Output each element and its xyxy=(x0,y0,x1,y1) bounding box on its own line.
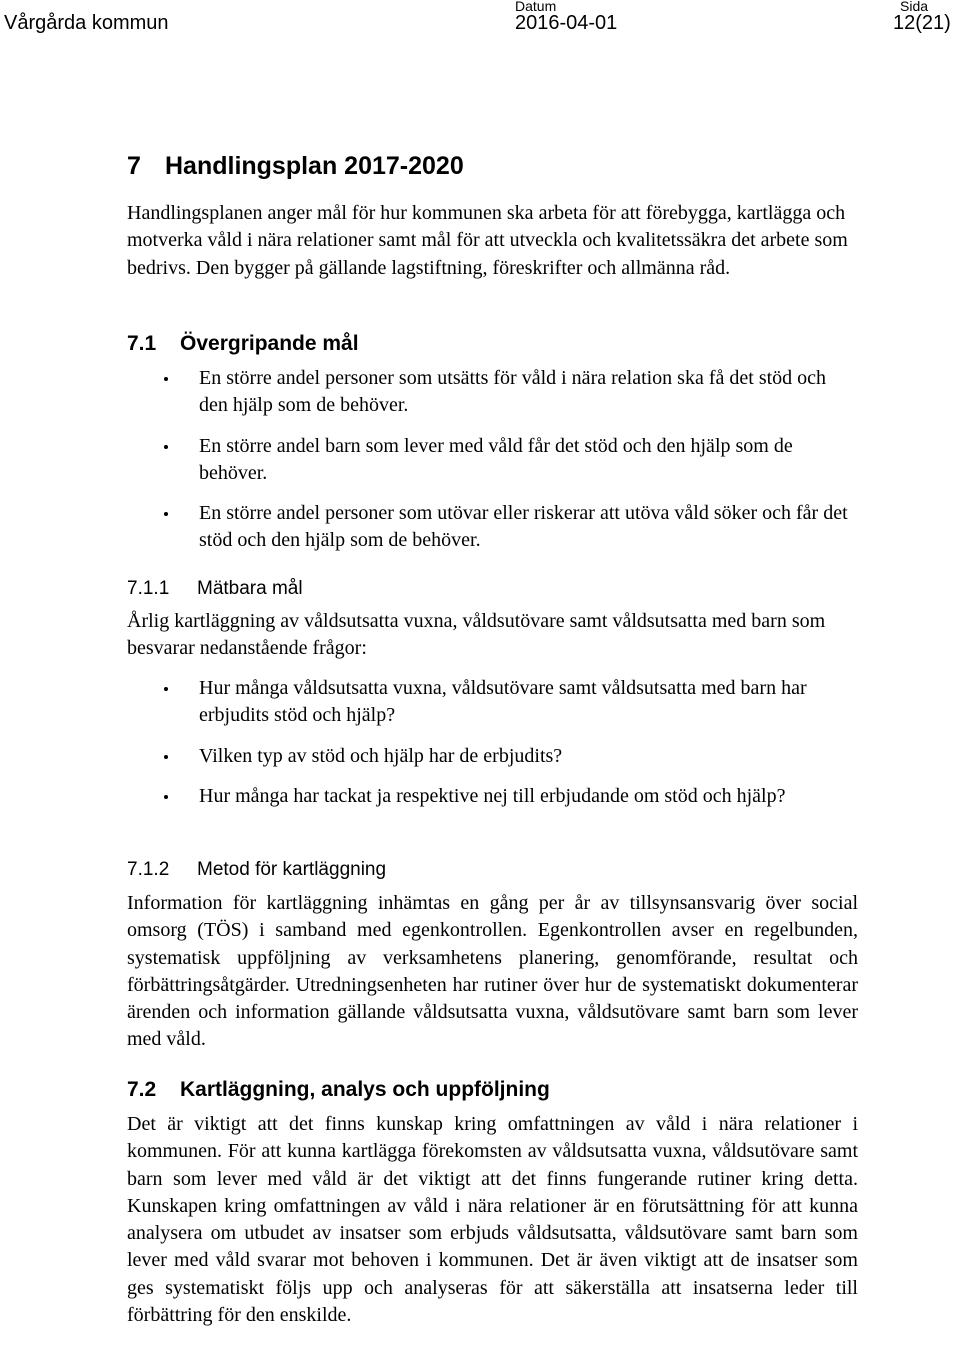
section-7-2-heading xyxy=(127,1078,550,1102)
list-item xyxy=(127,783,858,810)
list-item-text: Vilken typ av stöd och hjälp har de erbjudits? xyxy=(199,744,563,767)
list-item-text: Hur många har tackat ja respektive nej till erbjudande om stöd och hjälp? xyxy=(199,784,786,807)
section-7-1-heading xyxy=(127,332,359,356)
bullet-icon xyxy=(164,795,168,799)
page-label: Sida xyxy=(900,0,929,14)
section-7-1-bullet-list xyxy=(127,365,858,568)
section-number: 7 xyxy=(127,152,141,180)
list-item xyxy=(127,675,858,730)
section-7-1-1-intro: Årlig kartläggning av våldsutsatta vuxna, våldsutövare samt våldsutsatta med barn som besvarar nedanstående frågor: xyxy=(127,610,826,660)
list-item-text: En större andel personer som utsätts för våld i nära relation ska få det stöd och den hjälp som de behöver. xyxy=(199,367,827,417)
section-number: 7.1.2 xyxy=(127,859,170,880)
section-7-1-1-heading xyxy=(127,578,303,600)
page-number: 12(21) xyxy=(893,12,951,34)
list-item xyxy=(127,433,858,488)
section-number: 7.1 xyxy=(127,332,157,355)
organization-name: Vårgårda kommun xyxy=(4,12,169,34)
section-title: Handlingsplan 2017-2020 xyxy=(165,152,464,180)
list-item-text: En större andel personer som utövar eller riskerar att utöva våld söker och får det stöd och den hjälp som de behöver. xyxy=(199,502,848,552)
section-number: 7.1.1 xyxy=(127,578,170,599)
list-item-text: Hur många våldsutsatta vuxna, våldsutövare samt våldsutsatta med barn har erbjudits stöd och hjälp? xyxy=(199,677,807,727)
section-7-heading xyxy=(127,152,464,181)
section-7-intro: Handlingsplanen anger mål för hur kommunen ska arbeta för att förebygga, kartlägga och motverka våld i nära relationer samt mål för att utveckla och kvalitetssäkra det arbete som bedrivs. Den bygger på gällande lagstiftning, föreskrifter och allmänna råd. xyxy=(127,202,848,279)
document-date: 2016-04-01 xyxy=(515,12,618,34)
list-item xyxy=(127,365,858,420)
section-7-1-1-bullet-list xyxy=(127,675,858,823)
bullet-icon xyxy=(164,377,168,381)
section-title: Övergripande mål xyxy=(180,332,359,355)
list-item xyxy=(127,743,858,770)
section-7-1-2-heading xyxy=(127,859,386,881)
list-item xyxy=(127,500,858,555)
page-header xyxy=(0,0,960,40)
date-label: Datum xyxy=(515,0,557,14)
bullet-icon xyxy=(164,445,168,449)
list-item-text: En större andel barn som lever med våld får det stöd och den hjälp som de behöver. xyxy=(199,434,793,484)
bullet-icon xyxy=(164,755,168,759)
section-7-2-body: Det är viktigt att det finns kunskap kring omfattningen av våld i nära relationer i kommunen. För att kunna kartlägga förekomsten av våldsutsatta vuxna, våldsutövare samt barn som lever med våld är det viktigt att det finns fungerande rutiner kring detta. Kunskapen kring omfattningen av våld i nära relationer är en förutsättning för att kunna analysera om utbudet av insatser som erbjuds våldsutsatta, våldsutövare samt barn som lever med våld svarar mot behoven i kommunen. Det är även viktigt att de insatser som ges systematiskt följs upp och analyseras för att säkerställa att insatserna leder till förbättring för den enskilde. xyxy=(127,1113,858,1327)
section-number: 7.2 xyxy=(127,1078,157,1101)
section-title: Metod för kartläggning xyxy=(197,859,387,880)
bullet-icon xyxy=(164,512,168,516)
bullet-icon xyxy=(164,687,168,691)
section-title: Kartläggning, analys och uppföljning xyxy=(180,1078,550,1101)
section-title: Mätbara mål xyxy=(197,578,303,599)
section-7-1-2-body: Information för kartläggning inhämtas en gång per år av tillsynsansvarig över social omsorg (TÖS) i samband med egenkontrollen. Egenkontrollen avser en regelbunden, systematisk uppföljning av verksamhetens planering, genomförande, resultat och förbättringsåtgärder. Utredningsenheten har rutiner över hur de systematiskt dokumenterar ärenden och information gällande våldsutsatta vuxna, våldsutövare samt barn som lever med våld. xyxy=(127,892,858,1051)
